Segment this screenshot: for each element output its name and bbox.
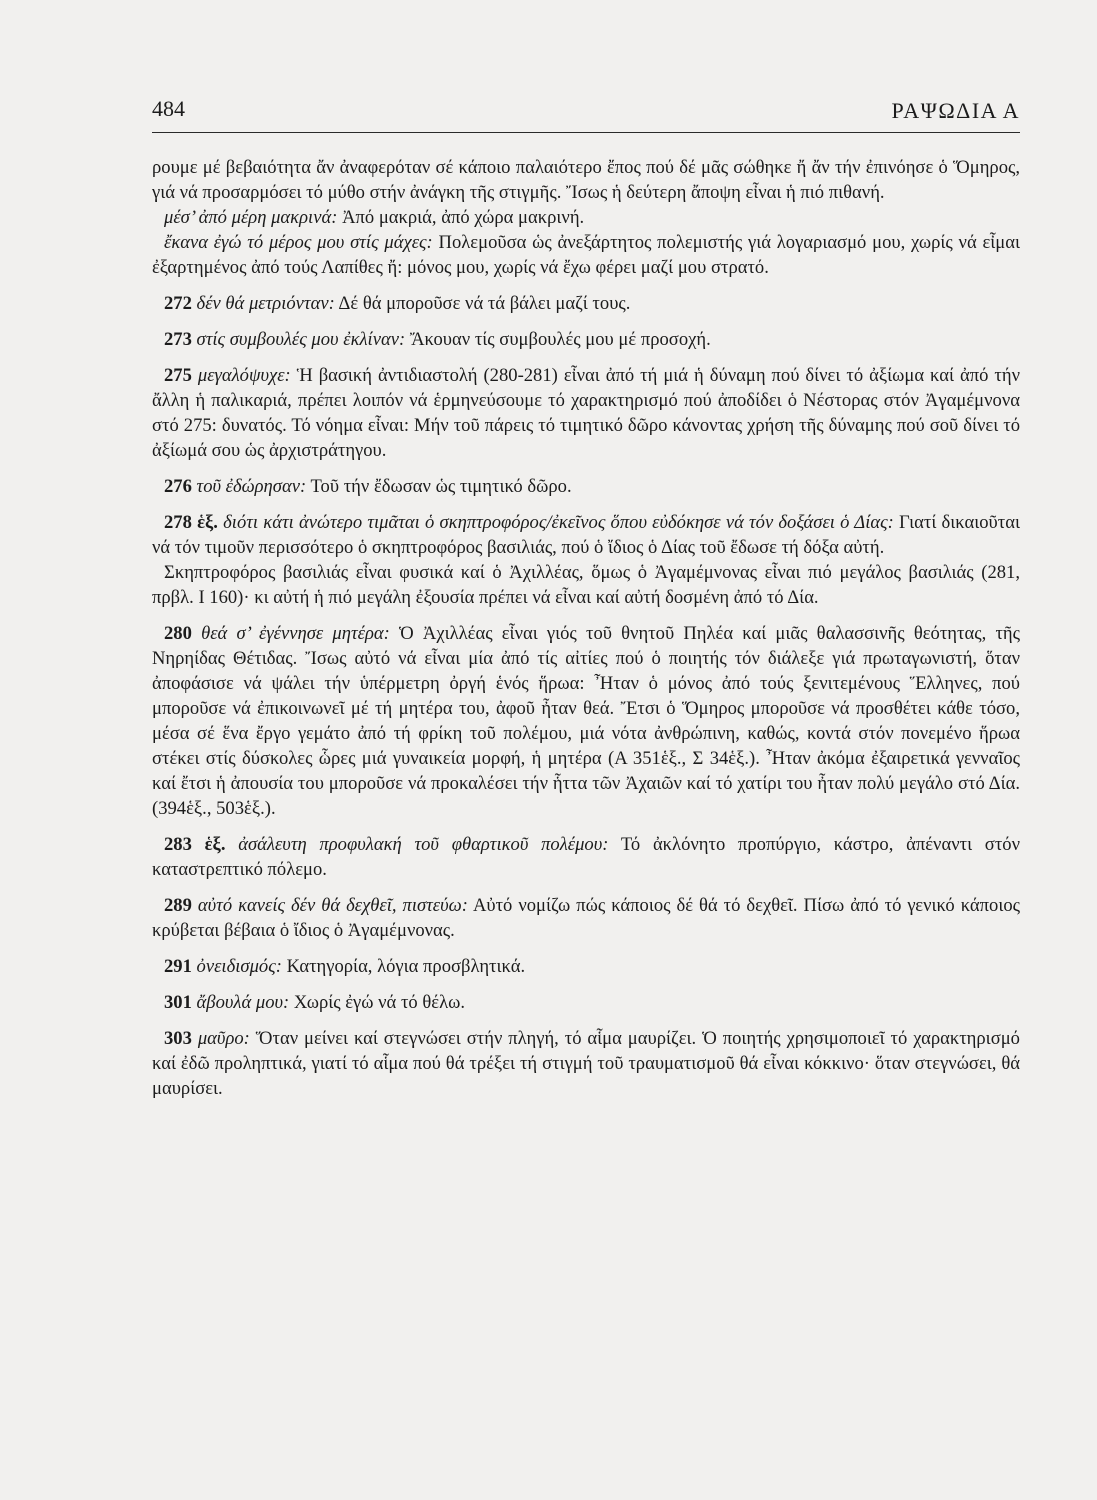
commentary-entry xyxy=(152,954,1020,979)
lemma: αὐτό κανείς δέν θά δεχθεῖ, πιστεύω: xyxy=(197,895,468,916)
lemma: ἄβουλά μου: xyxy=(196,992,290,1013)
line-reference: 276 xyxy=(164,476,192,497)
gloss-text: Ὅταν μείνει καί στεγνώσει στήν πληγή, τό αἷμα μαυρίζει. Ὁ ποιητής χρησιμοποιεῖ τό χαρακτηρισμό καί ἐδῶ προληπτικά, γιατί τό αἷμα πού θά τρέξει τή στιγμή τοῦ τραυματισμοῦ θά εἶναι κόκκινο· ὅταν στεγνώσει, θά μαυρίσει. xyxy=(152,1028,1020,1099)
gloss-text: Ἀπό μακριά, ἀπό χώρα μακρινή. xyxy=(342,207,585,228)
gloss-text: Γιατί δικαιοῦται νά τόν τιμοῦν περισσότερο ὁ σκηπτροφόρος βασιλιάς, πού ὁ ἴδιος ὁ Δίας τοῦ ἔδωσε τή δόξα αὐτή. xyxy=(152,512,1020,558)
gloss-text: Δέ θά μποροῦσε νά τά βάλει μαζί τους. xyxy=(338,293,631,314)
commentary-entry xyxy=(152,893,1020,943)
lemma: στίς συμβουλές μου ἐκλίναν: xyxy=(196,329,406,350)
commentary-entry xyxy=(152,291,1020,316)
commentary-entry xyxy=(152,1026,1020,1101)
commentary-paragraph xyxy=(152,205,1020,230)
commentary-entry xyxy=(152,363,1020,463)
commentary-paragraph xyxy=(152,155,1020,205)
line-reference: 283 ἑξ. xyxy=(164,834,226,855)
line-reference: 289 xyxy=(164,895,192,916)
gloss-text: Αὐτό νομίζω πώς κάποιος δέ θά τό δεχθεῖ. Πίσω ἀπό τό γενικό κάποιος κρύβεται βέβαια ὁ ἴδιος ὁ Ἀγαμέμνονας. xyxy=(152,895,1020,941)
gloss-text: Κατηγορία, λόγια προσβλητικά. xyxy=(286,956,526,977)
commentary-paragraph xyxy=(152,560,1020,610)
gloss-text: Ὁ Ἀχιλλέας εἶναι γιός τοῦ θνητοῦ Πηλέα καί μιᾶς θαλασσινῆς θεότητας, τῆς Νηρηίδας Θέτιδας. Ἴσως αὐτό νά εἶναι μία ἀπό τίς αἰτίες πού ὁ ποιητής τόν διάλεξε γιά πρωταγωνιστή, ὅταν ἀποφάσισε νά ψάλει τήν ὑπέρμετρη ὀργή ἑνός ἥρωα: Ἦταν ὁ μόνος ἀπό τούς ξενιτεμένους Ἕλληνες, πού μποροῦσε νά ἐπικοινωνεῖ μέ τή μητέρα του, ἀφοῦ ἦταν θεά. Ἔτσι ὁ Ὅμηρος μποροῦσε νά προσθέτει κάθε τόσο, μέσα σέ ἕνα ἔργο γεμάτο ἀπό τή φρίκη τοῦ πολέμου, μιά νότα ἀνθρώπινη, καθώς, κοντά στόν πονεμένο ἥρωα στέκει στίς δύσκολες ὧρες μιά γυναικεία μορφή, ἡ μητέρα (Α 351ἑξ., Σ 34ἑξ.). Ἦταν ἀκόμα ἐξαιρετικά γενναῖος καί ἔτσι ἡ ἀπουσία του μποροῦσε νά προκαλέσει τήν ἧττα τῶν Ἀχαιῶν καί τό χατίρι του ἦταν πολύ μεγάλο στό Δία. (394ἑξ., 503ἑξ.). xyxy=(152,623,1021,819)
lemma: ἀσάλευτη προφυλακή τοῦ φθαρτικοῦ πολέμου: xyxy=(238,834,609,855)
gloss-text: Πολεμοῦσα ὡς ἀνεξάρτητος πολεμιστής γιά λογαριασμό μου, χωρίς νά εἶμαι ἐξαρτημένος ἀπό τούς Λαπίθες ἤ: μόνος μου, χωρίς νά ἔχω φέρει μαζί μου στρατό. xyxy=(152,232,1020,278)
gloss-text: Τό ἀκλόνητο προπύργιο, κάστρο, ἀπέναντι στόν καταστρεπτικό πόλεμο. xyxy=(152,834,1020,880)
lemma: ἔκανα ἐγώ τό μέρος μου στίς μάχες: xyxy=(164,232,433,253)
commentary-entry xyxy=(152,621,1020,821)
commentary-entry xyxy=(152,327,1020,352)
lemma: μέσ’ ἀπό μέρη μακρινά: xyxy=(164,207,338,228)
commentary-paragraph xyxy=(152,230,1020,280)
gloss-text: Χωρίς ἐγώ νά τό θέλω. xyxy=(293,992,465,1013)
lemma: δέν θά μετριόνταν: xyxy=(196,293,335,314)
line-reference: 301 xyxy=(164,992,192,1013)
gloss-text: Τοῦ τήν ἔδωσαν ὡς τιμητικό δῶρο. xyxy=(310,476,572,497)
gloss-text: Ἄκουαν τίς συμβουλές μου μέ προσοχή. xyxy=(409,329,711,350)
lemma: τοῦ ἐδώρησαν: xyxy=(196,476,307,497)
gloss-text: Ἡ βασική ἀντιδιαστολή (280-281) εἶναι ἀπό τή μιά ἡ δύναμη πού δίνει τό ἀξίωμα καί ἀπό τήν ἄλλη ἡ παλικαριά, πρέπει λοιπόν νά ἑρμηνεύσουμε τό χαρακτηρισμό πού ἀποδίδει ὁ Νέστορας στόν Ἀγαμέμνονα στό 275: δυνατός. Τό νόημα εἶναι: Μήν τοῦ πάρεις τό τιμητικό δῶρο κάνοντας χρήση τῆς δύναμης πού σοῦ δίνει τό ἀξίωμά σου ὡς ἀρχιστράτηγου. xyxy=(152,365,1020,461)
line-reference: 272 xyxy=(164,293,192,314)
line-reference: 303 xyxy=(164,1028,192,1049)
gloss-text: Σκηπτροφόρος βασιλιάς εἶναι φυσικά καί ὁ Ἀχιλλέας, ὅμως ὁ Ἀγαμέμνονας εἶναι πιό μεγάλος βασιλιάς (281, πρβλ. Ι 160)· κι αὐτή ἡ πιό μεγάλη ἐξουσία πρέπει νά εἶναι καί αὐτή δοσμένη ἀπό τό Δία. xyxy=(152,562,1020,608)
lemma: ὀνειδισμός: xyxy=(196,956,282,977)
page-header xyxy=(152,92,1020,133)
book-page xyxy=(152,92,1020,1101)
line-reference: 273 xyxy=(164,329,192,350)
commentary-entry xyxy=(152,510,1020,560)
commentary-entry xyxy=(152,832,1020,882)
commentary-text xyxy=(152,155,1020,1101)
commentary-entry xyxy=(152,474,1020,499)
line-reference: 291 xyxy=(164,956,192,977)
line-reference: 280 xyxy=(164,623,192,644)
lemma: μεγαλόψυχε: xyxy=(197,365,291,386)
lemma: διότι κάτι ἀνώτερο τιμᾶται ὁ σκηπτροφόρος/ἐκεῖνος ὅπου εὐδόκησε νά τόν δοξάσει ὁ Δίας: xyxy=(223,512,894,533)
gloss-text: ρουμε μέ βεβαιότητα ἄν ἀναφερόταν σέ κάποιο παλαιότερο ἔπος πού δέ μᾶς σώθηκε ἤ ἄν τήν ἐπινόησε ὁ Ὅμηρος, γιά νά προσαρμόσει τό μύθο στήν ἀνάγκη τῆς στιγμῆς. Ἴσως ἡ δεύτερη ἄποψη εἶναι ἡ πιό πιθανή. xyxy=(152,157,1020,203)
lemma: θεά σ’ ἐγέννησε μητέρα: xyxy=(201,623,390,644)
line-reference: 278 ἑξ. xyxy=(164,512,218,533)
line-reference: 275 xyxy=(164,365,192,386)
page-number: 484 xyxy=(152,96,185,121)
lemma: μαῦρο: xyxy=(197,1028,250,1049)
commentary-entry xyxy=(152,990,1020,1015)
running-title: ΡΑΨΩΔΙΑ Α xyxy=(891,98,1020,123)
